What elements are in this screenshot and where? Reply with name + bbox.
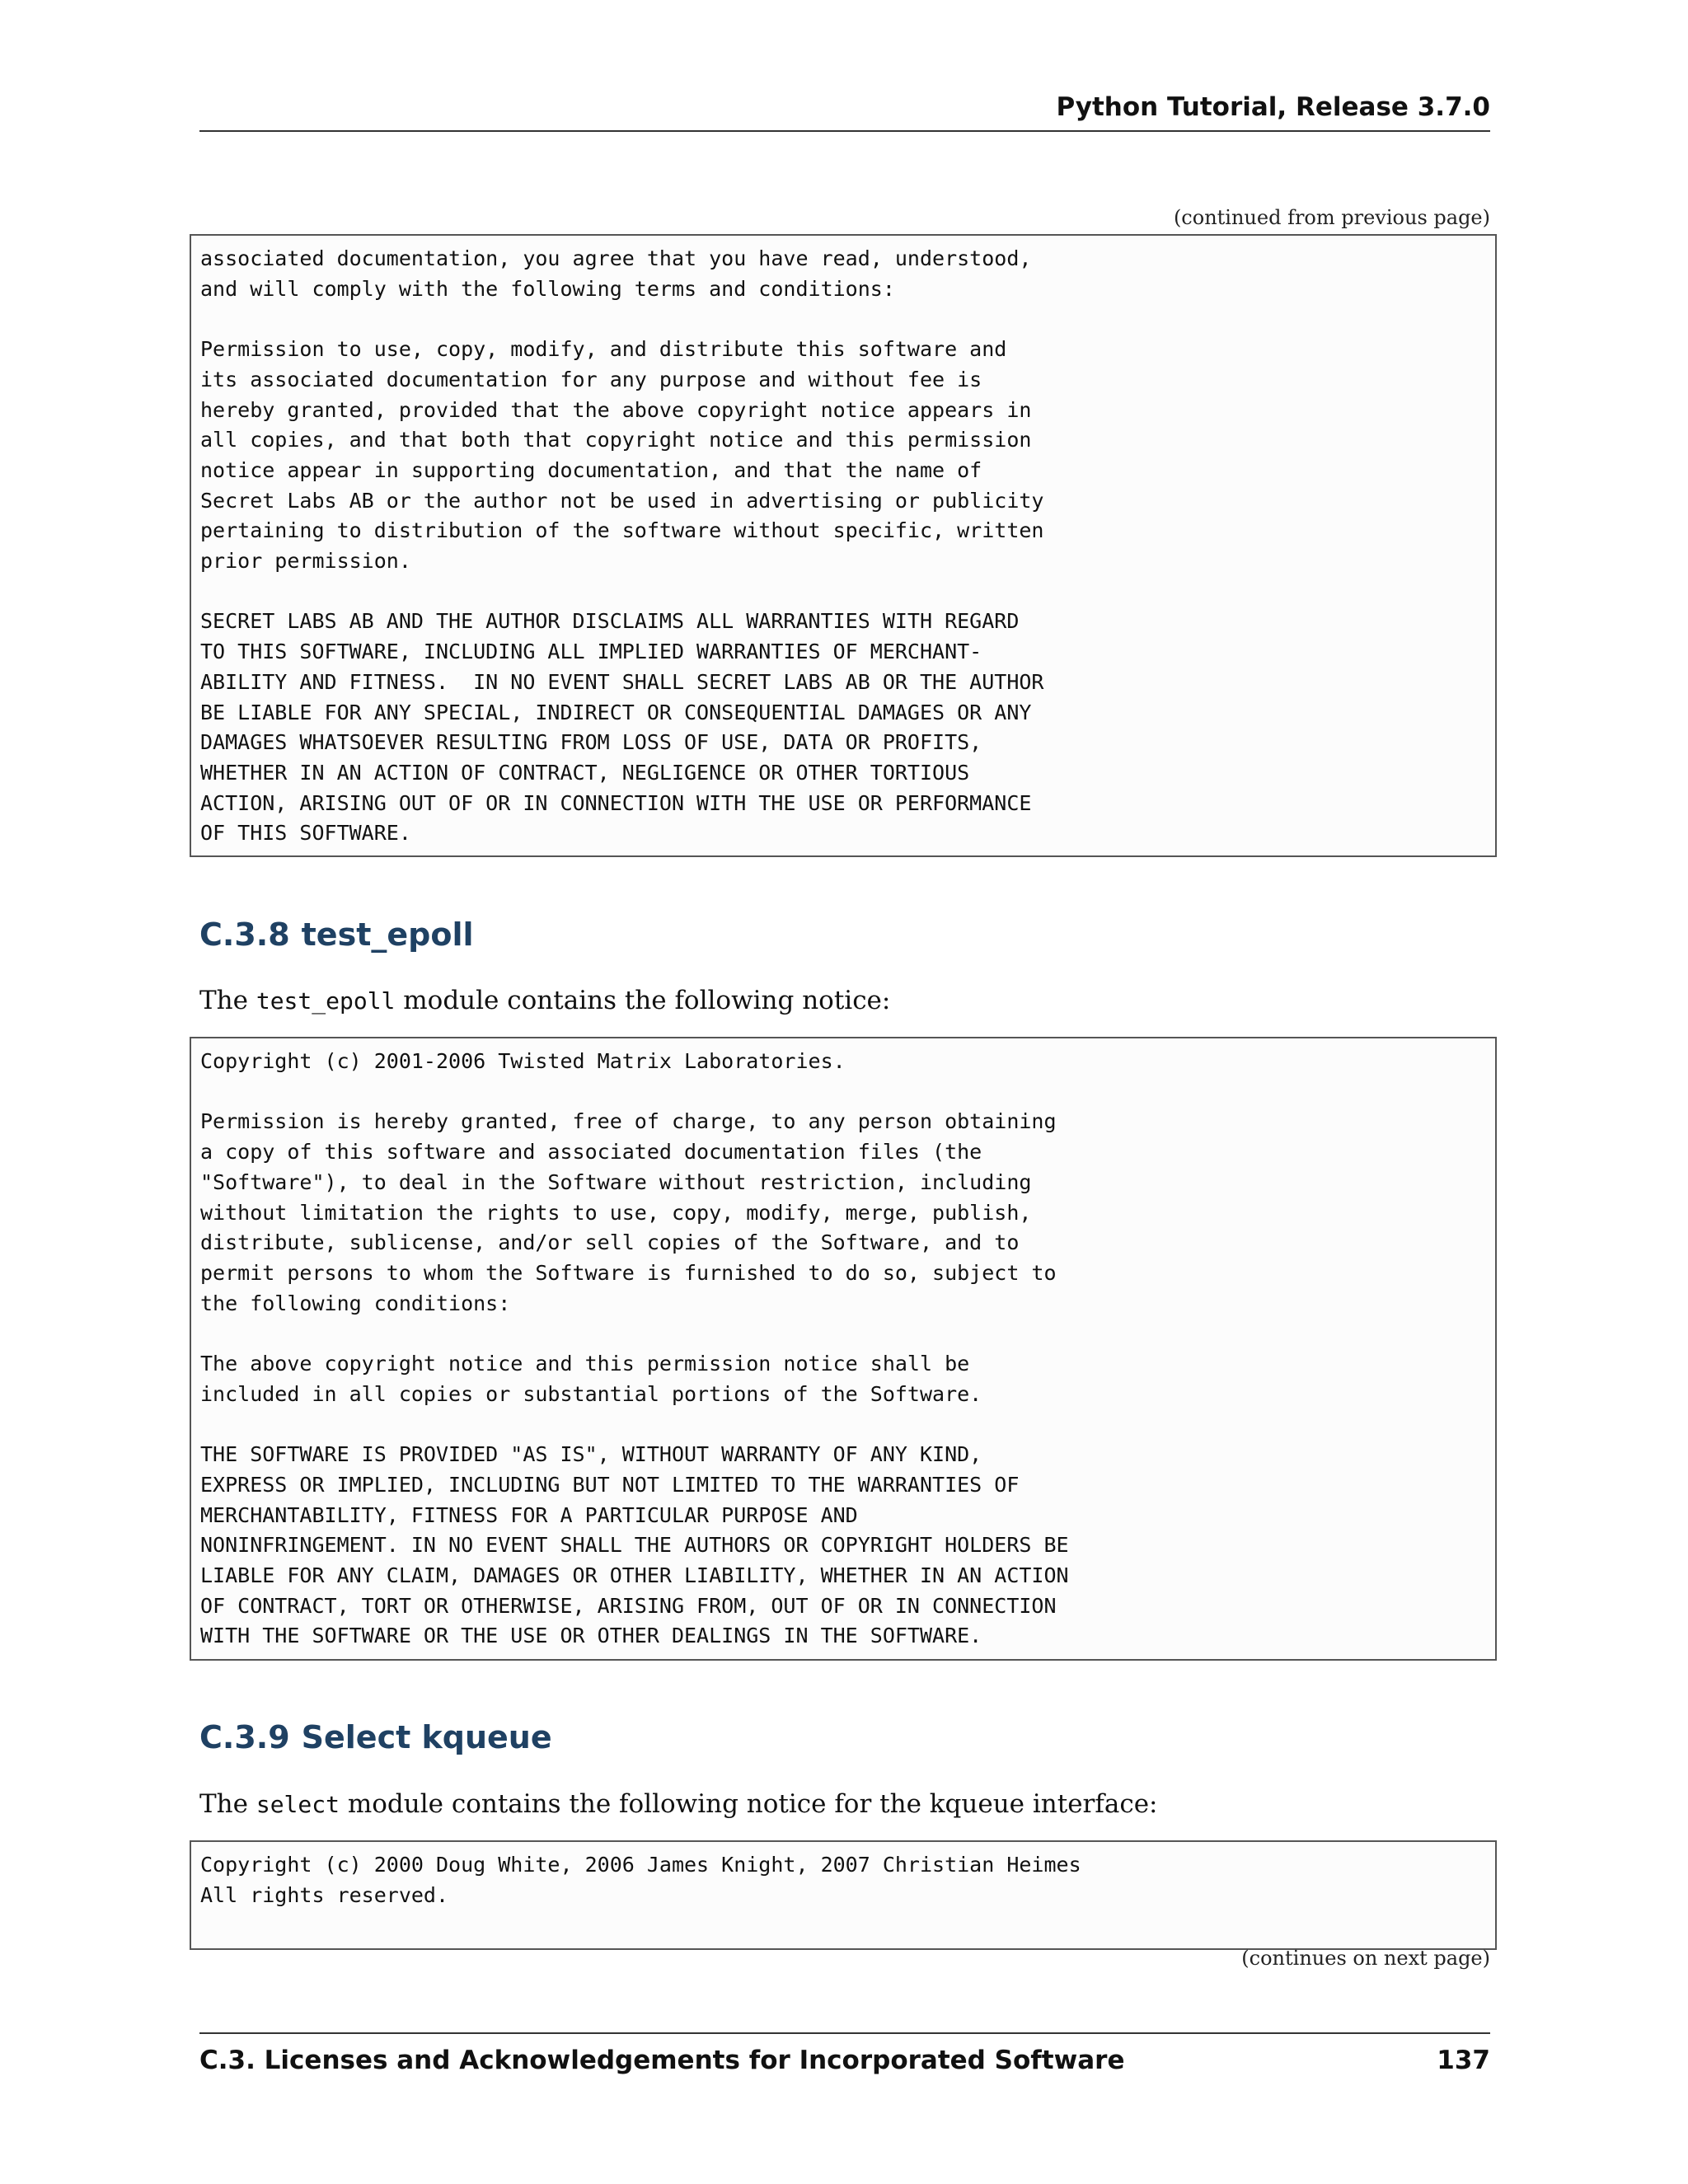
code-block-text: Copyright (c) 2001-2006 Twisted Matrix Laboratories. Permission is hereby granted, free of charge, to any person obtaining a copy of this software and associated documentation files (the "Software"), to deal in the Software without restriction, including without limitation the rights to use, copy, modify, merge, publish, distribute, sublicense, and/or sell copies of the Software, and to permit persons to whom the Software is furnished to do so, subject to the following conditions: The above copyright notice and this permission notice shall be included in all copies or substantial portions of the Software. THE SOFTWARE IS PROVIDED "AS IS", WITHOUT WARRANTY OF ANY KIND, EXPRESS OR IMPLIED, INCLUDING BUT NOT LIMITED TO THE WARRANTIES OF MERCHANTABILITY, FITNESS FOR A PARTICULAR PURPOSE AND NONINFRINGEMENT. IN NO EVENT SHALL THE AUTHORS OR COPYRIGHT HOLDERS BE LIABLE FOR ANY CLAIM, DAMAGES OR OTHER LIABILITY, WHETHER IN AN ACTION OF CONTRACT, TORT OR OTHERWISE, ARISING FROM, OUT OF OR IN CONNECTION WITH THE SOFTWARE OR THE USE OR OTHER DEALINGS IN THE SOFTWARE. xyxy=(200,1049,1069,1648)
section-intro-paragraph xyxy=(199,986,890,1015)
code-block-text: Copyright (c) 2000 Doug White, 2006 James Knight, 2007 Christian Heimes All rights reserved. xyxy=(200,1853,1081,1907)
running-header xyxy=(199,92,1490,132)
inline-code: select xyxy=(256,1791,340,1818)
footer-section-title: C.3. Licenses and Acknowledgements for Incorporated Software xyxy=(199,2046,1125,2075)
code-block-test-epoll-notice xyxy=(190,1037,1497,1661)
section-title: Select kqueue xyxy=(301,1719,552,1755)
document-title: Python Tutorial, Release 3.7.0 xyxy=(1056,92,1490,122)
page-footer xyxy=(199,2032,1490,2083)
inline-code: test_epoll xyxy=(256,987,396,1015)
intro-text: The xyxy=(199,986,256,1015)
continues-on-note: (continues on next page) xyxy=(1241,1947,1490,1970)
section-title: test_epoll xyxy=(301,916,474,953)
intro-text: module contains the following notice for the kqueue interface: xyxy=(340,1789,1158,1819)
code-block-license-continued xyxy=(190,234,1497,857)
section-heading-test-epoll xyxy=(199,916,474,953)
intro-text: The xyxy=(199,1789,256,1819)
code-block-text: associated documentation, you agree that you have read, understood, and will comply with the following terms and conditions: Permission to use, copy, modify, and distribute this software and its associated documentation for any purpose and without fee is hereby granted, provided that the above copyright notice appears in all copies, and that both that copyright notice and this permission notice appear in supporting documentation, and that the name of Secret Labs AB or the author not be used in advertising or publicity pertaining to distribution of the software without specific, written prior permission. SECRET LABS AB AND THE AUTHOR DISCLAIMS ALL WARRANTIES WITH REGARD TO THIS SOFTWARE, INCLUDING ALL IMPLIED WARRANTIES OF MERCHANT- ABILITY AND FITNESS. IN NO EVENT SHALL SECRET LABS AB OR THE AUTHOR BE LIABLE FOR ANY SPECIAL, INDIRECT OR CONSEQUENTIAL DAMAGES OR ANY DAMAGES WHATSOEVER RESULTING FROM LOSS OF USE, DATA OR PROFITS, WHETHER IN AN ACTION OF CONTRACT, NEGLIGENCE OR OTHER TORTIOUS ACTION, ARISING OUT OF OR IN CONNECTION WITH THE USE OR PERFORMANCE OF THIS SOFTWARE. xyxy=(200,246,1044,846)
section-number: C.3.9 xyxy=(199,1719,290,1755)
code-block-kqueue-notice xyxy=(190,1840,1497,1950)
section-intro-paragraph xyxy=(199,1789,1157,1819)
intro-text: module contains the following notice: xyxy=(395,986,891,1015)
page-number: 137 xyxy=(1437,2046,1490,2075)
section-number: C.3.8 xyxy=(199,916,290,953)
section-heading-select-kqueue xyxy=(199,1719,552,1755)
continued-from-note: (continued from previous page) xyxy=(1173,206,1490,229)
